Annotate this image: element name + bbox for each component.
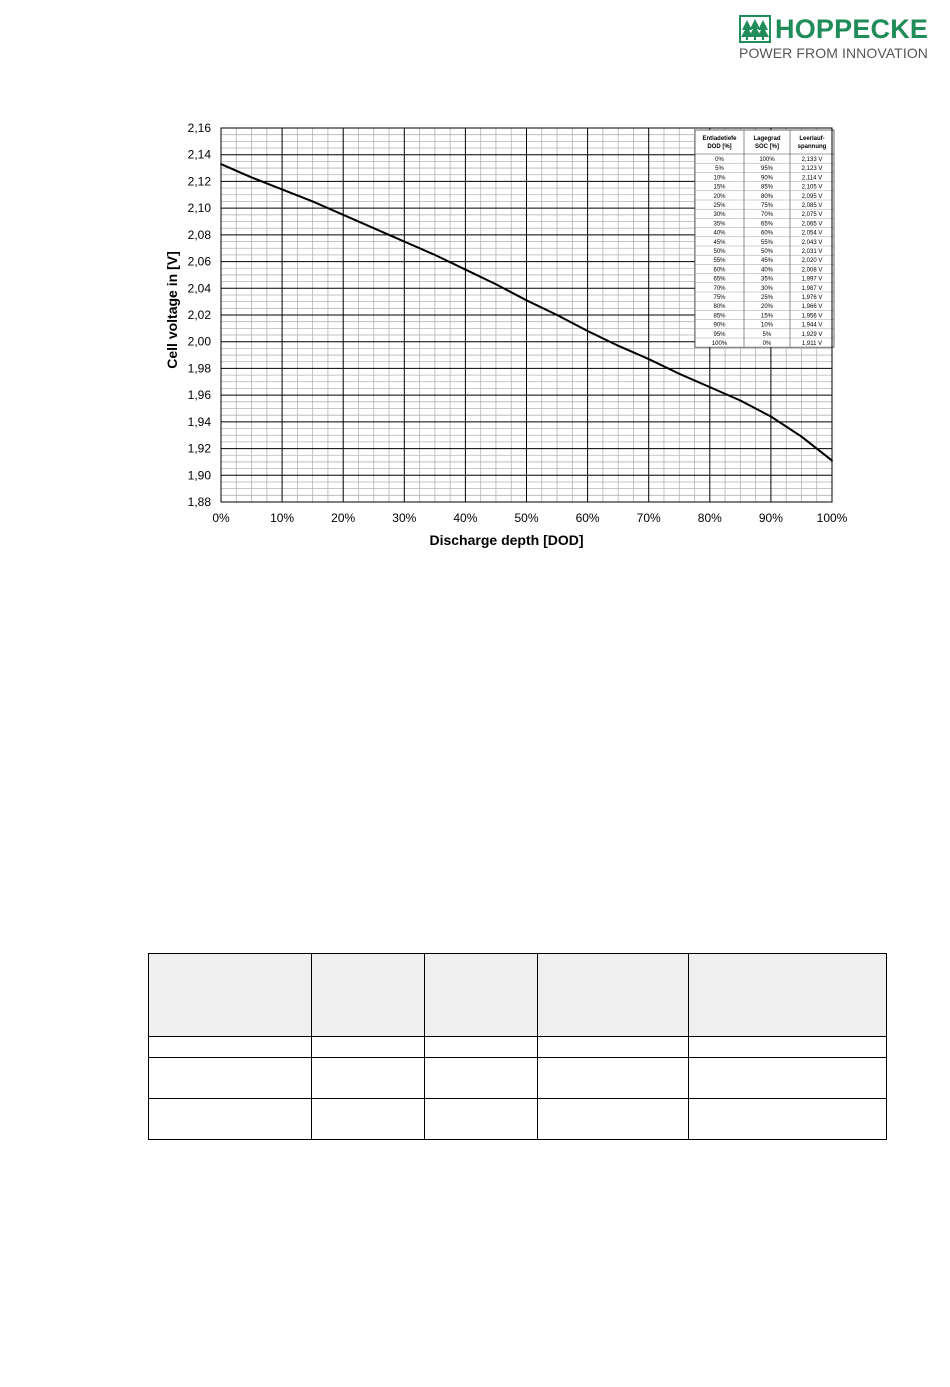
table-header-row <box>149 954 887 1037</box>
y-tick-label: 2,10 <box>187 201 211 216</box>
table-cell <box>538 1037 689 1058</box>
inset-table-header: Entladetiefe DOD [%] <box>702 136 737 150</box>
inset-table-cell: 2,075 V <box>801 212 823 219</box>
table-row <box>149 1099 887 1140</box>
table-cell <box>149 954 312 1037</box>
data-point <box>373 227 375 229</box>
inset-table-cell: 50% <box>760 249 774 255</box>
inset-table-cell: 1,966 V <box>801 304 823 311</box>
table-cell <box>149 1037 312 1058</box>
table-cell <box>538 1099 689 1140</box>
data-point <box>801 436 803 438</box>
inset-table-cell: 90% <box>760 175 774 182</box>
inset-table-cell: 2,065 V <box>801 221 823 228</box>
y-tick-label: 2,08 <box>187 227 211 242</box>
inset-table-cell: 80% <box>760 193 774 200</box>
inset-table-cell: 95% <box>760 166 774 173</box>
data-point <box>770 416 772 418</box>
x-tick-label: 20% <box>331 511 356 525</box>
x-tick-label: 70% <box>636 511 661 525</box>
inset-table-cell: 45% <box>713 239 726 246</box>
table-cell <box>425 954 538 1037</box>
inset-table-cell: 90% <box>713 322 726 329</box>
inset-table-cell: 2,031 V <box>801 249 823 255</box>
inset-table-cell: 70% <box>713 285 726 292</box>
data-point <box>251 177 253 179</box>
data-point <box>342 214 344 216</box>
y-tick-label: 2,04 <box>187 281 211 296</box>
data-point <box>617 345 619 347</box>
inset-table-cell: 95% <box>713 331 726 338</box>
table-cell <box>312 954 425 1037</box>
logo-trees-icon <box>739 15 771 43</box>
table-cell <box>312 1058 425 1099</box>
data-point <box>281 189 283 191</box>
y-tick-label: 2,16 <box>187 121 211 135</box>
table-row <box>149 1058 887 1099</box>
discharge-voltage-chart <box>150 110 870 560</box>
inset-table-cell: 20% <box>760 304 774 311</box>
inset-table-cell: 2,085 V <box>801 203 823 209</box>
table-cell <box>425 1058 538 1099</box>
y-tick-label: 2,14 <box>187 147 211 162</box>
table-cell <box>312 1099 425 1140</box>
inset-table-cell: 35% <box>713 221 726 228</box>
table-cell <box>149 1099 312 1140</box>
inset-table-cell: 2,008 V <box>801 267 823 274</box>
inset-table-cell: 65% <box>713 276 726 283</box>
x-tick-label: 50% <box>514 511 539 525</box>
table-cell <box>689 1099 887 1140</box>
data-point <box>678 373 680 375</box>
x-tick-label: 90% <box>758 511 783 525</box>
data-point <box>403 241 405 243</box>
y-tick-label: 1,98 <box>187 361 211 376</box>
x-axis-title: Discharge depth [DOD] <box>429 532 584 548</box>
inset-table-cell: 10% <box>760 322 774 329</box>
inset-table-cell: 0% <box>715 157 724 163</box>
table-cell <box>689 954 887 1037</box>
inset-table-cell: 15% <box>760 313 774 320</box>
data-point <box>434 254 436 256</box>
inset-table-cell: 40% <box>760 267 774 274</box>
inset-table-cell: 1,956 V <box>801 313 823 320</box>
x-tick-label: 100% <box>816 511 848 525</box>
inset-table-cell: 5% <box>762 331 772 338</box>
table-cell <box>689 1058 887 1099</box>
inset-table-cell: 60% <box>713 267 726 274</box>
y-tick-label: 2,06 <box>187 254 211 269</box>
inset-table-cell: 40% <box>713 230 726 237</box>
inset-table-cell: 2,020 V <box>801 258 823 265</box>
y-tick-label: 1,96 <box>187 388 211 403</box>
inset-table-cell: 50% <box>713 249 726 255</box>
inset-table-cell: 1,987 V <box>801 285 823 292</box>
inset-table-cell: 60% <box>760 230 774 237</box>
y-tick-label: 1,92 <box>187 441 211 456</box>
x-tick-label: 60% <box>575 511 600 525</box>
inset-table-cell: 2,123 V <box>801 166 823 173</box>
data-point <box>495 283 497 285</box>
brand-name: HOPPECKE <box>775 14 929 44</box>
inset-table-cell: 30% <box>713 212 726 219</box>
table-row <box>149 1037 887 1058</box>
table-cell <box>689 1037 887 1058</box>
data-point <box>587 330 589 332</box>
table-cell <box>538 1058 689 1099</box>
table-cell <box>149 1058 312 1099</box>
inset-table-cell: 70% <box>760 212 774 219</box>
hoppecke-logo <box>739 14 934 64</box>
table-cell <box>538 954 689 1037</box>
inset-table-header: Lagegrad SOC [%] <box>753 136 781 150</box>
data-point <box>465 269 467 271</box>
x-tick-label: 10% <box>270 511 295 525</box>
inset-table-cell: 55% <box>760 239 774 246</box>
inset-table-cell: 75% <box>760 203 774 209</box>
x-tick-label: 0% <box>212 511 230 525</box>
inset-table-cell: 2,133 V <box>801 157 823 163</box>
inset-table-cell: 2,105 V <box>801 184 823 191</box>
inset-table-cell: 2,114 V <box>801 175 823 182</box>
inset-table-cell: 30% <box>760 285 774 292</box>
inset-table-cell: 100% <box>711 341 728 347</box>
inset-table-cell: 5% <box>715 166 724 173</box>
inset-table-cell: 55% <box>713 258 726 265</box>
inset-table-header: Leerlauf-spannung <box>797 136 827 150</box>
data-point <box>556 314 558 316</box>
y-tick-label: 1,94 <box>187 414 211 429</box>
data-point <box>648 358 650 360</box>
inset-table-cell: 45% <box>760 258 774 265</box>
y-axis-title: Cell voltage in [V] <box>164 251 180 369</box>
inset-table-cell: 20% <box>713 193 726 200</box>
inset-table-cell: 85% <box>760 184 774 191</box>
inset-table-cell: 15% <box>713 184 726 191</box>
inset-table-cell: 1,976 V <box>801 295 823 301</box>
inset-table-cell: 85% <box>713 313 726 320</box>
table-cell <box>425 1099 538 1140</box>
inset-table-cell: 2,043 V <box>801 239 823 246</box>
data-point <box>739 400 741 402</box>
inset-table-cell: 1,997 V <box>801 276 823 283</box>
y-tick-label: 1,88 <box>187 495 211 509</box>
y-tick-label: 2,00 <box>187 334 211 349</box>
brand-tagline: POWER FROM INNOVATION <box>739 45 929 61</box>
inset-table-cell: 2,095 V <box>801 193 823 200</box>
x-tick-label: 30% <box>392 511 417 525</box>
inset-table-cell: 10% <box>713 175 726 182</box>
data-point <box>312 201 314 203</box>
data-point <box>526 299 528 301</box>
x-tick-label: 40% <box>453 511 478 525</box>
inset-table-cell: 80% <box>713 304 726 311</box>
inset-table-cell: 0% <box>762 341 772 347</box>
y-tick-label: 2,02 <box>187 308 211 322</box>
y-tick-label: 2,12 <box>187 174 211 189</box>
inset-table-cell: 75% <box>713 295 726 301</box>
empty-data-table <box>148 953 887 1140</box>
table-cell <box>425 1037 538 1058</box>
inset-table-cell: 25% <box>760 295 774 301</box>
inset-table-cell: 100% <box>759 157 775 163</box>
inset-table-cell: 35% <box>760 276 774 283</box>
table-cell <box>312 1037 425 1058</box>
inset-table-cell: 1,929 V <box>801 331 823 338</box>
inset-table-cell: 25% <box>713 203 726 209</box>
y-tick-label: 1,90 <box>187 468 211 483</box>
inset-table-cell: 65% <box>760 221 774 228</box>
inset-table-cell: 1,911 V <box>801 341 823 347</box>
data-point <box>709 386 711 388</box>
x-tick-label: 80% <box>697 511 722 525</box>
inset-table-cell: 1,944 V <box>801 322 823 329</box>
inset-table-cell: 2,054 V <box>801 230 823 237</box>
